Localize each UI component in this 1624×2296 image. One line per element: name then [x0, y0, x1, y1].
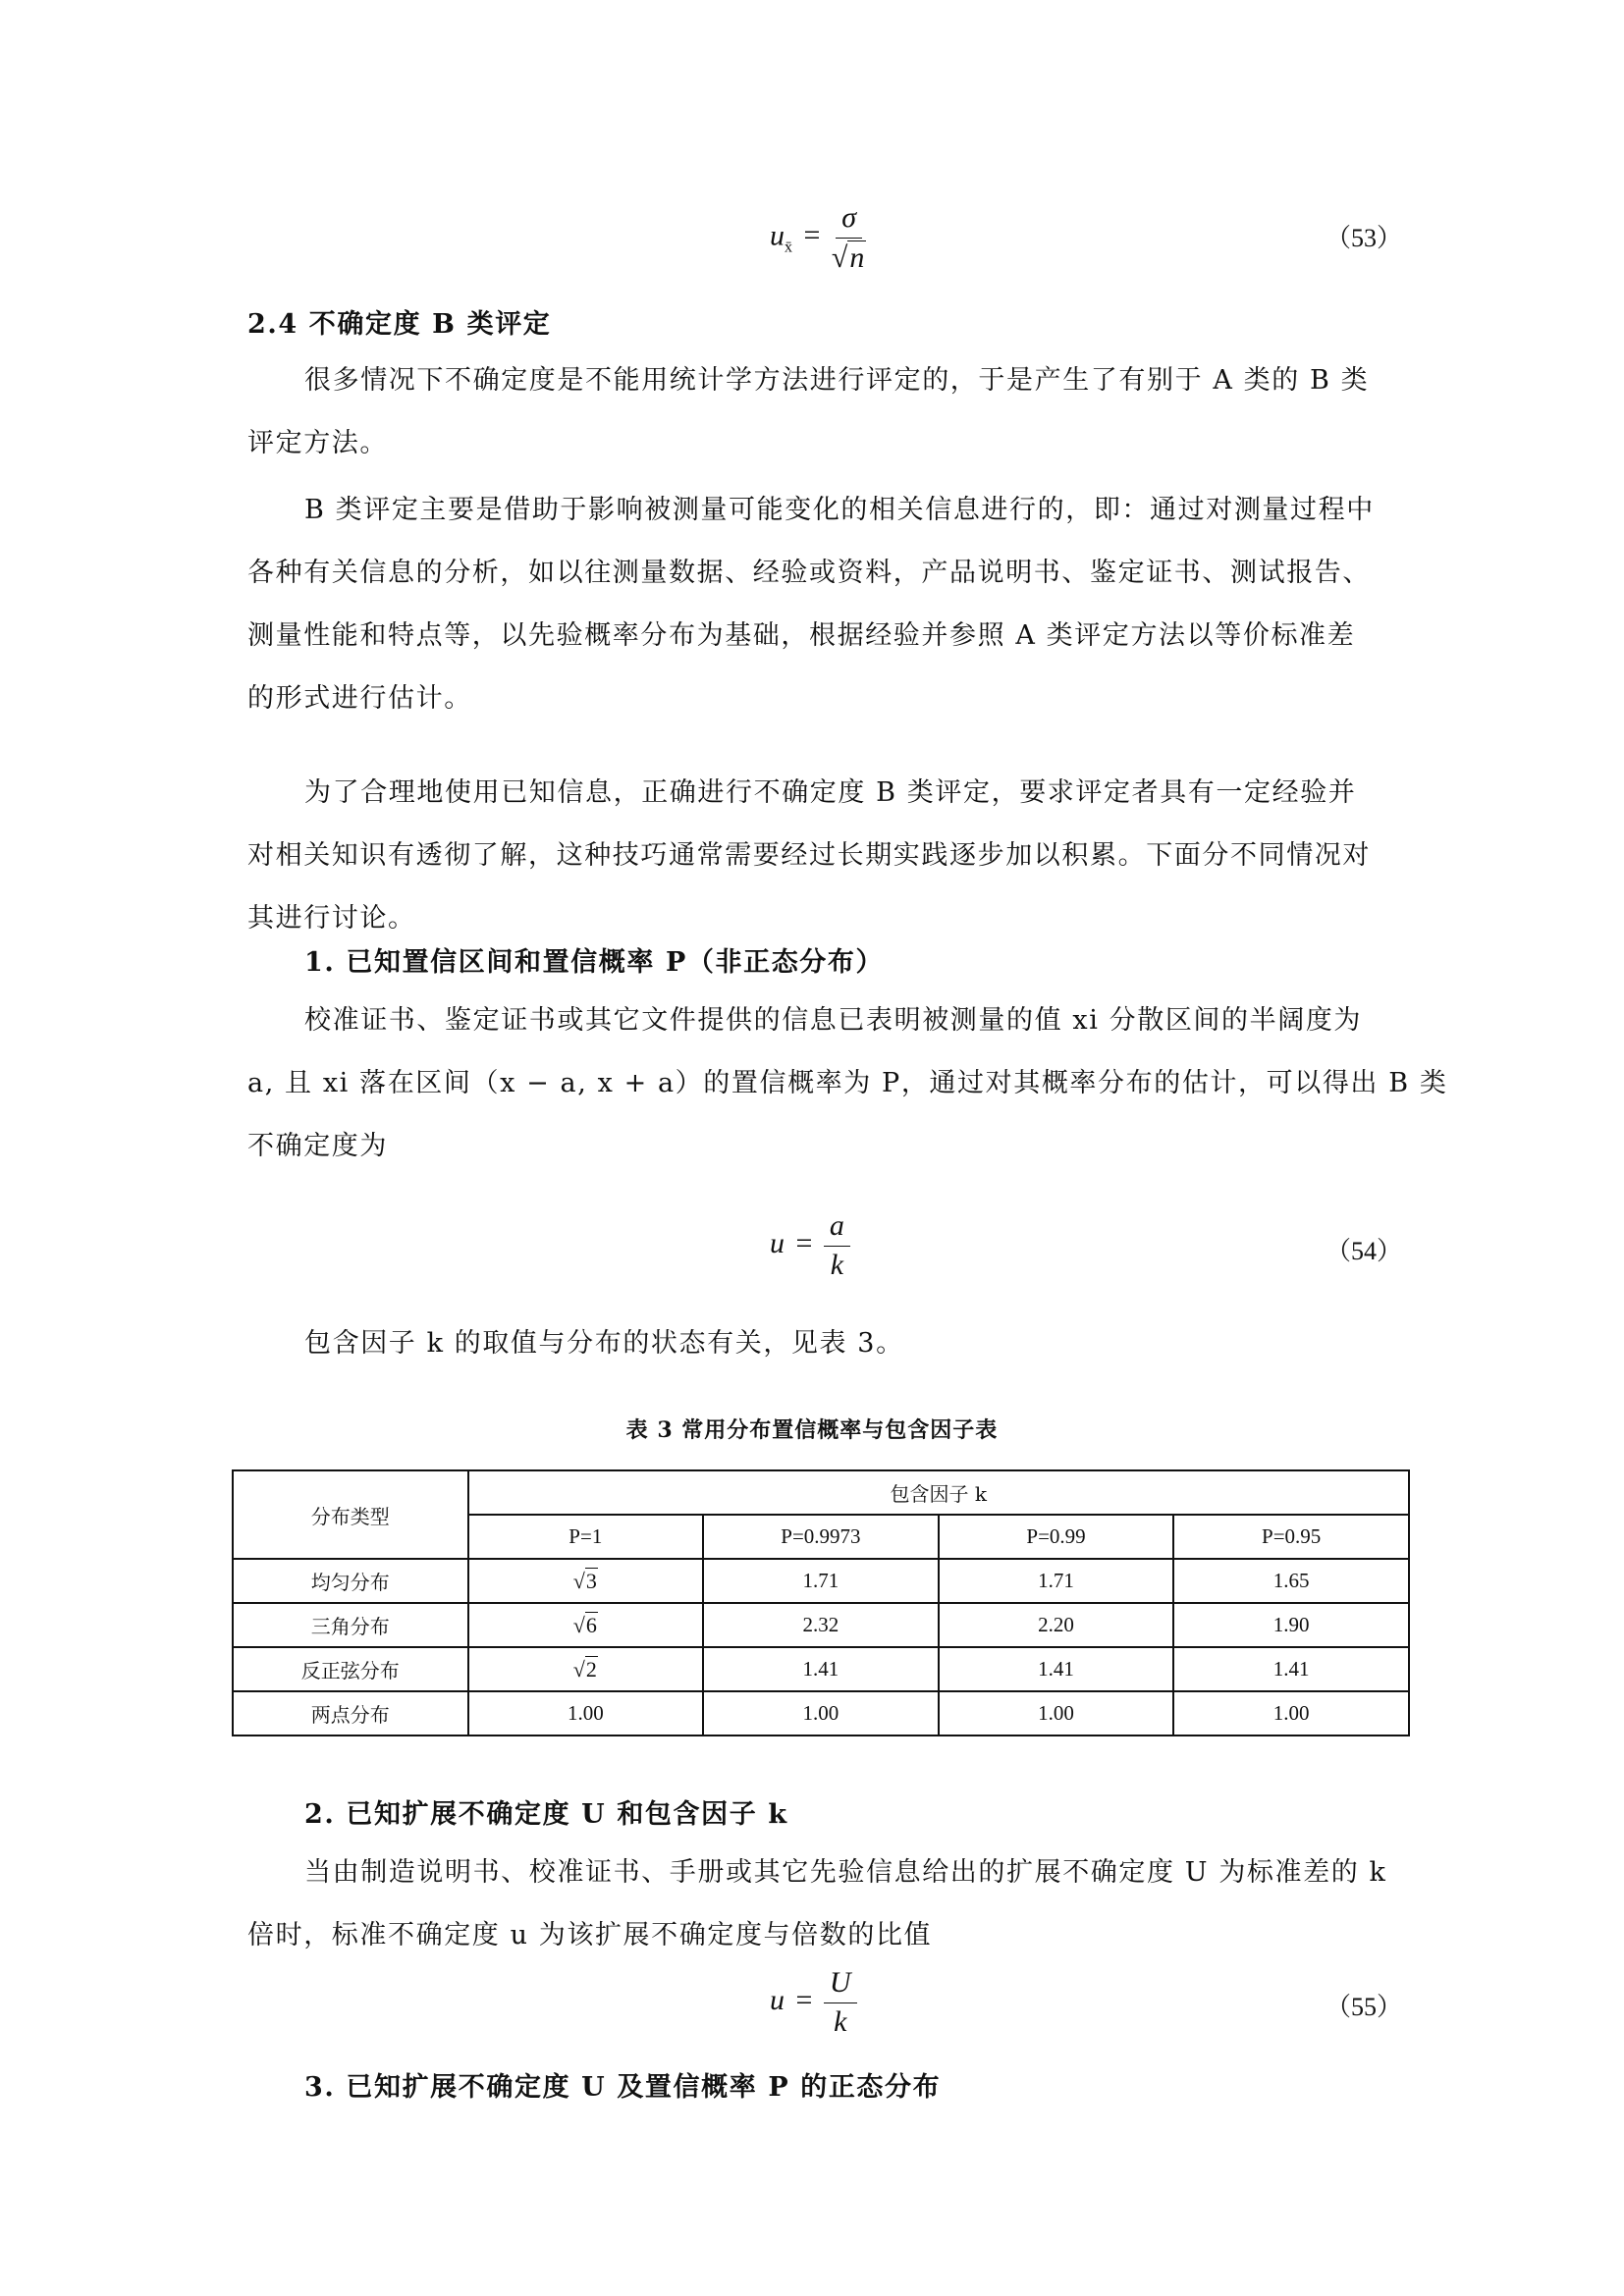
cell-value: 1.90	[1173, 1603, 1409, 1647]
eq55-numerator: U	[824, 1966, 857, 2003]
sqrt-arg: 3	[585, 1568, 597, 1593]
cell-p1: 1.00	[468, 1691, 704, 1735]
paragraph-2	[247, 479, 1375, 730]
header-col-p095: P=0.95	[1173, 1515, 1409, 1559]
cell-value: 1.71	[939, 1559, 1174, 1603]
eq54-lhs: u	[770, 1226, 785, 1259]
paragraph-line: 评定方法。	[247, 428, 388, 458]
equation-55	[770, 1966, 857, 2039]
paragraph-line: 测量性能和特点等，以先验概率分布为基础，根据经验并参照 A 类评定方法以等价标准差	[247, 620, 1356, 651]
paragraph-line: a, 且 xi 落在区间（x − a, x + a）的置信概率为 P，通过对其概率分布的估计，可以得出 B 类	[247, 1068, 1448, 1098]
paragraph-3	[247, 762, 1371, 950]
cell-value: 2.20	[939, 1603, 1174, 1647]
paragraph-6	[247, 1842, 1386, 1967]
eq53-lhs-subscript: x̄	[785, 239, 792, 256]
equation-number-55: （55）	[1326, 1993, 1403, 2021]
paragraph-line: 当由制造说明书、校准证书、手册或其它先验信息给出的扩展不确定度 U 为标准差的 k	[304, 1857, 1387, 1888]
eq55-denominator: k	[834, 2005, 847, 2038]
equation-53	[770, 201, 866, 275]
header-col-p099: P=0.99	[939, 1515, 1174, 1559]
table-row	[233, 1559, 1409, 1603]
row-name: 均匀分布	[233, 1559, 468, 1603]
cell-value: 1.00	[1173, 1691, 1409, 1735]
eq53-fraction	[832, 201, 866, 275]
paragraph-line: 包含因子 k 的取值与分布的状态有关，见表 3。	[304, 1328, 904, 1359]
cell-value: 1.71	[703, 1559, 939, 1603]
paragraph-line: 很多情况下不确定度是不能用统计学方法进行评定的，于是产生了有别于 A 类的 B 类	[304, 365, 1370, 396]
cell-p1	[468, 1559, 704, 1603]
paragraph-1	[247, 349, 1369, 475]
eq53-den-value: n	[849, 241, 865, 274]
eq53-denominator	[832, 239, 866, 275]
table-header-row	[233, 1470, 1409, 1515]
subheading-2: 2. 已知扩展不确定度 U 和包含因子 k	[304, 1799, 788, 1830]
sqrt-symbol: √	[572, 1568, 585, 1593]
eq53-equals: =	[803, 219, 821, 252]
header-col-p1: P=1	[468, 1515, 704, 1559]
table-3	[232, 1469, 1410, 1736]
section-heading-2-4: 2.4 不确定度 B 类评定	[247, 309, 552, 340]
paragraph-line: 对相关知识有透彻了解，这种技巧通常需要经过长期实践逐步加以积累。下面分不同情况对	[247, 840, 1371, 871]
cell-value: 1.41	[703, 1647, 939, 1691]
paragraph-line: B 类评定主要是借助于影响被测量可能变化的相关信息进行的，即：通过对测量过程中	[304, 495, 1375, 525]
header-coverage-factor: 包含因子 k	[468, 1470, 1409, 1515]
paragraph-5	[247, 1312, 904, 1375]
paragraph-line: 为了合理地使用已知信息，正确进行不确定度 B 类评定，要求评定者具有一定经验并	[304, 777, 1357, 808]
sqrt-symbol: √	[572, 1656, 585, 1682]
eq55-fraction	[824, 1966, 857, 2039]
table-row	[233, 1603, 1409, 1647]
paragraph-line: 不确定度为	[247, 1131, 388, 1161]
paragraph-line: 各种有关信息的分析，如以往测量数据、经验或资料，产品说明书、鉴定证书、测试报告、	[247, 558, 1371, 588]
cell-value: 2.32	[703, 1603, 939, 1647]
row-name: 三角分布	[233, 1603, 468, 1647]
paragraph-line: 其进行讨论。	[247, 903, 416, 934]
sqrt-symbol: √	[572, 1612, 585, 1637]
eq54-fraction	[824, 1209, 850, 1282]
cell-value: 1.00	[703, 1691, 939, 1735]
eq53-numerator: σ	[836, 201, 862, 239]
paragraph-4	[247, 989, 1447, 1178]
cell-value: 1.41	[1173, 1647, 1409, 1691]
eq53-lhs: u	[770, 219, 785, 252]
table-row	[233, 1647, 1409, 1691]
eq55-equals: =	[795, 1983, 813, 2016]
header-col-p09973: P=0.9973	[703, 1515, 939, 1559]
paragraph-line: 的形式进行估计。	[247, 683, 472, 714]
subheading-1: 1. 已知置信区间和置信概率 P（非正态分布）	[304, 947, 885, 978]
sqrt-arg: 2	[585, 1656, 597, 1682]
equation-number-53: （53）	[1326, 224, 1403, 252]
cell-value: 1.65	[1173, 1559, 1409, 1603]
eq54-equals: =	[795, 1226, 813, 1259]
eq55-lhs: u	[770, 1983, 785, 2016]
equation-number-54: （54）	[1326, 1237, 1403, 1265]
cell-p1	[468, 1603, 704, 1647]
eq54-denominator: k	[830, 1249, 844, 1281]
sqrt-symbol: √	[831, 241, 848, 274]
header-distribution-type: 分布类型	[233, 1470, 468, 1559]
sqrt-arg: 6	[585, 1612, 597, 1637]
eq54-numerator: a	[824, 1209, 850, 1247]
cell-p1	[468, 1647, 704, 1691]
paragraph-line: 校准证书、鉴定证书或其它文件提供的信息已表明被测量的值 xi 分散区间的半阔度为	[304, 1005, 1363, 1036]
equation-54	[770, 1209, 850, 1282]
subheading-3: 3. 已知扩展不确定度 U 及置信概率 P 的正态分布	[304, 2072, 942, 2103]
table-row	[233, 1691, 1409, 1735]
paragraph-line: 倍时，标准不确定度 u 为该扩展不确定度与倍数的比值	[247, 1920, 933, 1950]
table-caption: 表 3 常用分布置信概率与包含因子表	[625, 1417, 999, 1443]
row-name: 反正弦分布	[233, 1647, 468, 1691]
cell-value: 1.41	[939, 1647, 1174, 1691]
row-name: 两点分布	[233, 1691, 468, 1735]
cell-value: 1.00	[939, 1691, 1174, 1735]
